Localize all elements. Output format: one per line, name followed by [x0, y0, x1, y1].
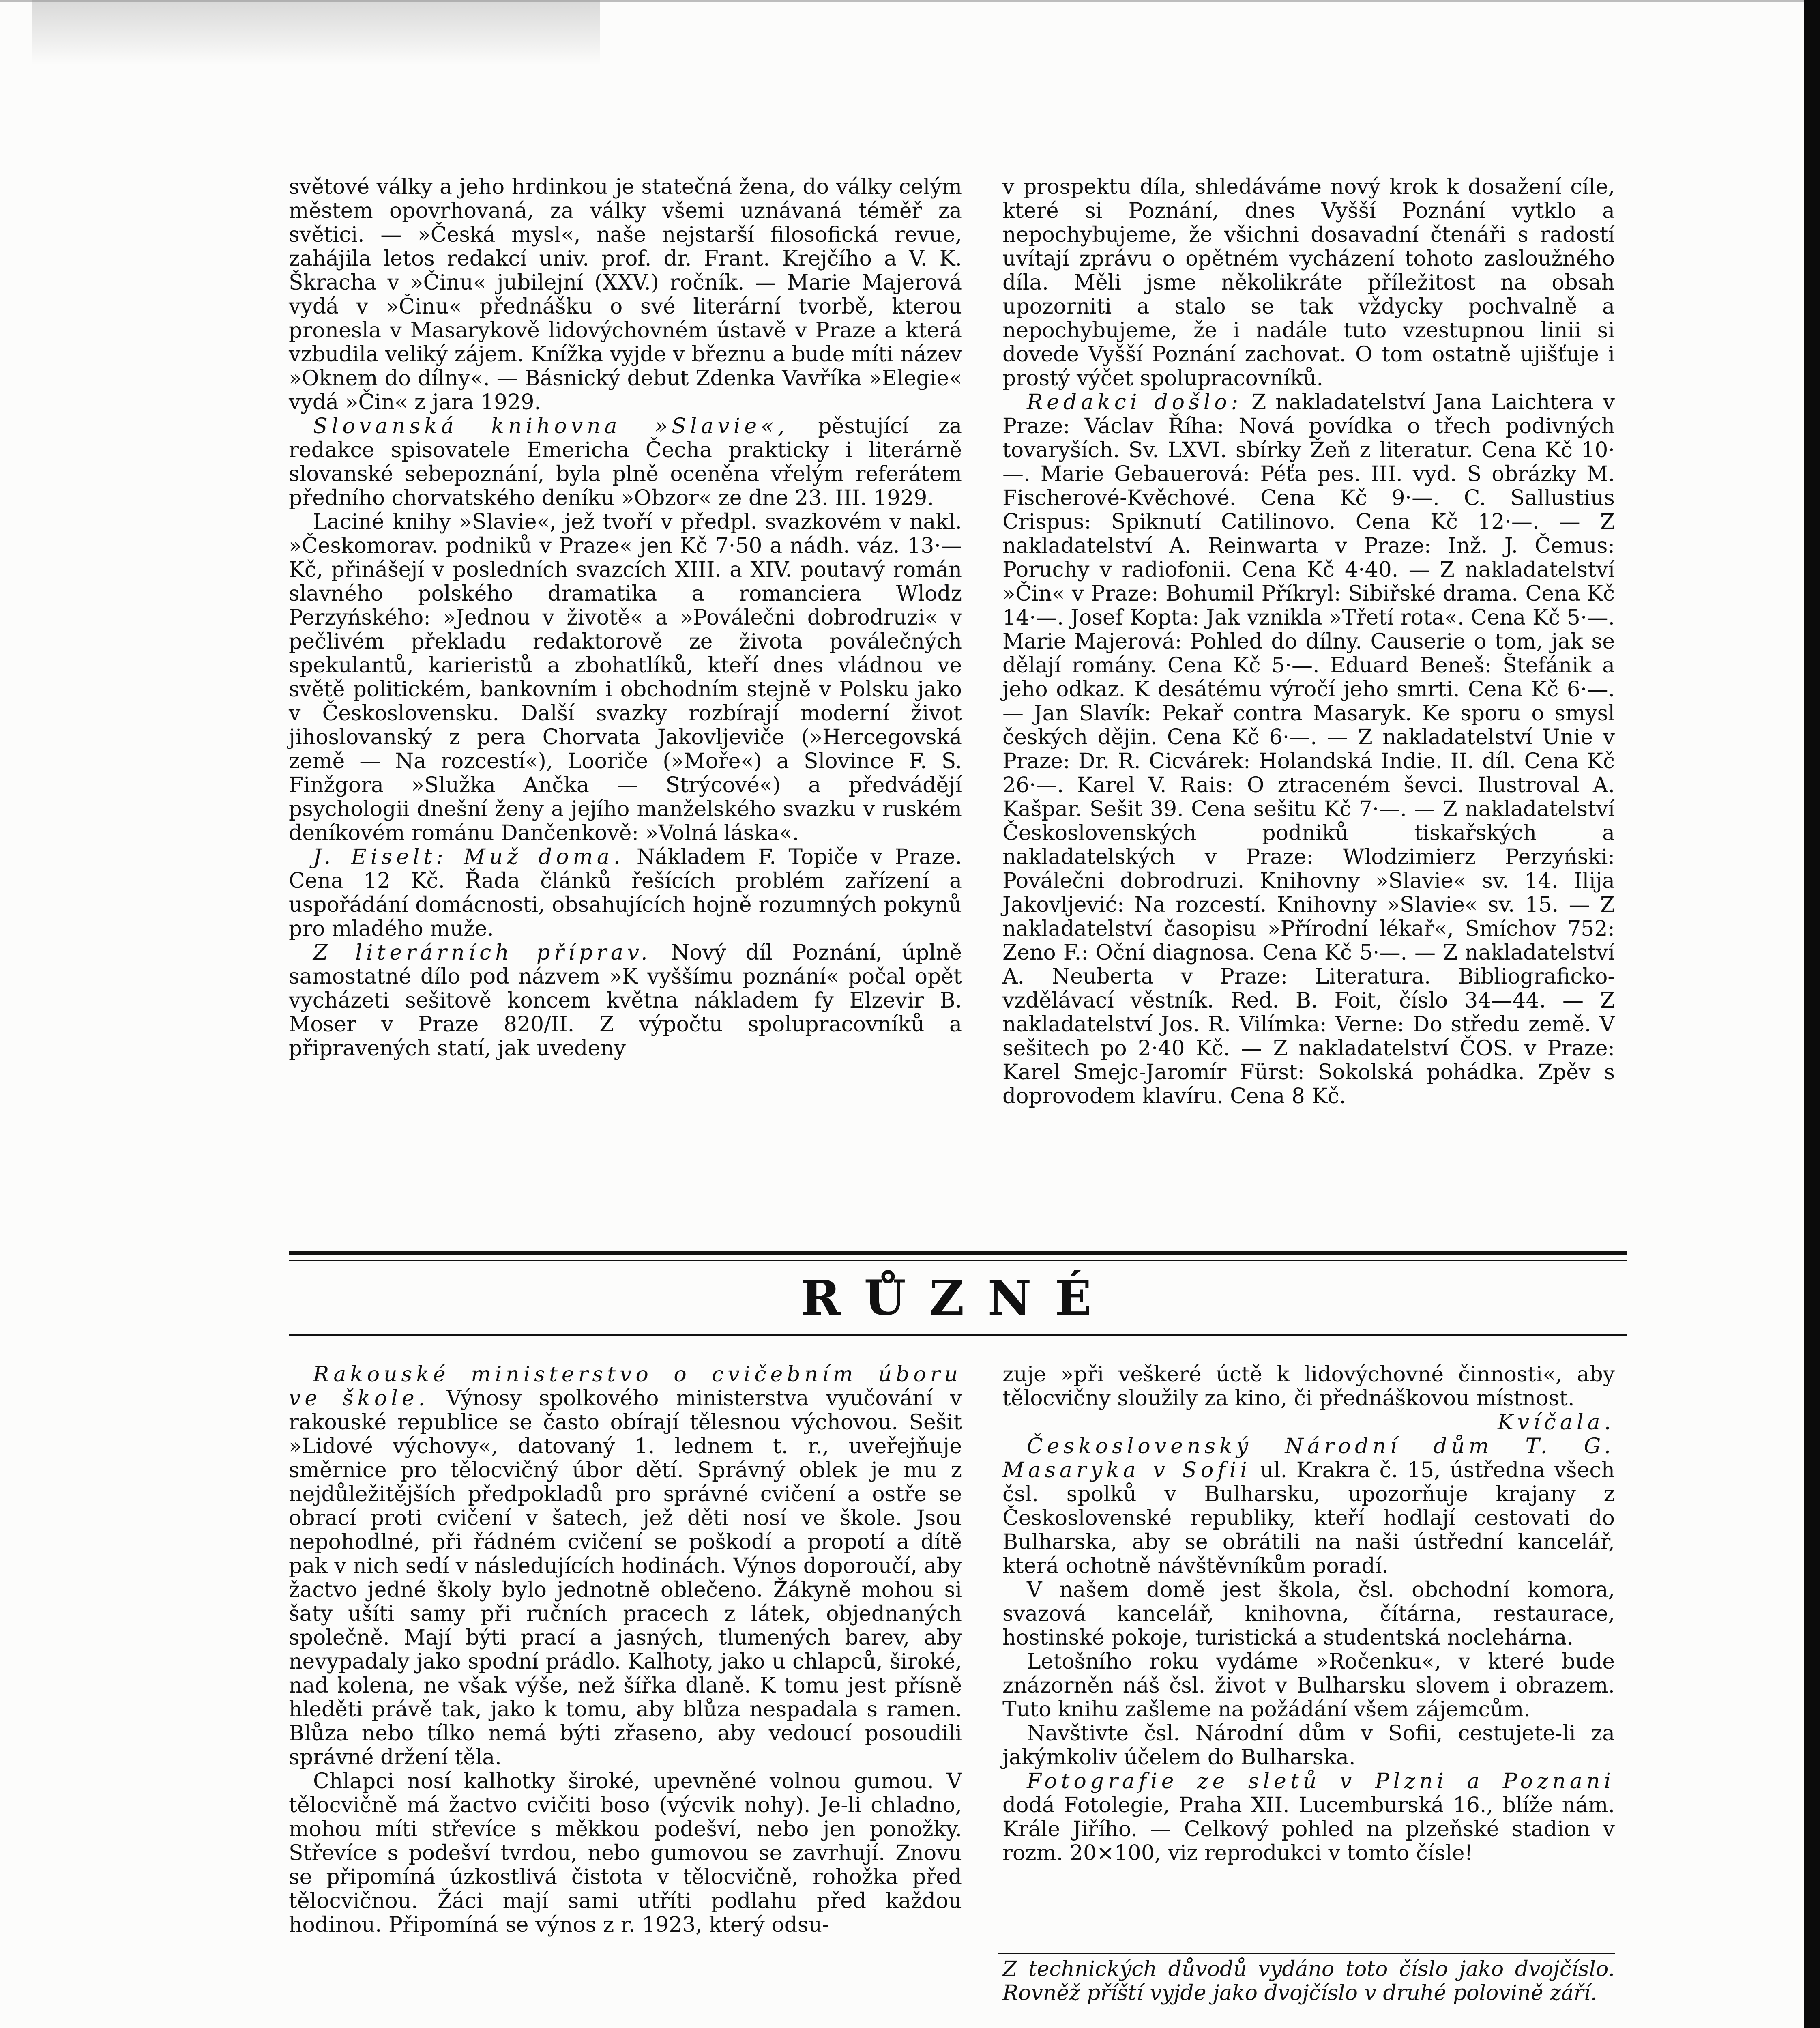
- paragraph: [1002, 1770, 1615, 1865]
- column-top-left: [289, 175, 962, 1061]
- paragraph-lead: Redakci došlo:: [1027, 390, 1243, 415]
- notice-rule: [998, 1953, 1615, 1954]
- paragraph: světové války a jeho hrdinkou je statečná žena, do války celým městem opovrhovaná, za války všemi uznávaná téměř za světici. — »Česká mysl«, naše nejstarší filosofická revue, zahájila letos redakcí univ. prof. dr. Frant. Krejčího a V. K. Škracha v »Činu« jubilejní (XXV.) ročník. — Marie Majerová vydá v »Činu« přednášku o své literární tvorbě, kterou pronesla v Masarykově lidovýchovném ústavě v Praze a která vzbudila veliký zájem. Knížka vyjde v březnu a bude míti název »Oknem do dílny«. — Básnický debut Zdenka Vavříka »Elegie« vydá »Čin« z jara 1929.: [289, 175, 962, 415]
- paragraph: [289, 845, 962, 941]
- paragraph: [1002, 391, 1615, 1109]
- paragraph: V našem domě jest škola, čsl. obchodní komora, svazová kancelář, knihovna, čítárna, restaurace, hostinské pokoje, turistická a studentská noclehárna.: [1002, 1578, 1615, 1650]
- paragraph-lead: Rakouské ministerstvo o cvičebním úboru ve škole.: [289, 1362, 962, 1411]
- column-bottom-left: [289, 1363, 962, 1937]
- paragraph-lead: Fotografie ze sletů v Plzni a Poznani: [1027, 1769, 1615, 1794]
- paragraph: [289, 415, 962, 510]
- paragraph-body: Z nakladatelství Jana Laichtera v Praze: Václav Říha: Nová povídka o třech podivných tovaryších. Sv. LXVI. sbírky Žeň z literatur. Cena Kč 10·—. Marie Gebauerová: Péťa pes. III. vyd. S obrázky M. Fischerové-Kvěchové. Cena Kč 9·—. C. Sallustius Crispus: Spiknutí Catilinovo. Cena Kč 12·—. — Z nakladatelství A. Reinwarta v Praze: Inž. J. Čemus: Poruchy v radiofonii. Cena Kč 4·40. — Z nakladatelství »Čin« v Praze: Bohumil Příkryl: Sibiřské drama. Cena Kč 14·—. Josef Kopta: Jak vznikla »Třetí rota«. Cena Kč 5·—. Marie Majerová: Pohled do dílny. Causerie o tom, jak se dělají romány. Cena Kč 5·—. Eduard Beneš: Štefánik a jeho odkaz. K desátému výročí jeho smrti. Cena Kč 6·—. — Jan Slavík: Pekař contra Masaryk. Ke sporu o smysl českých dějin. Cena Kč 6·—. — Z nakladatelství Unie v Praze: Dr. R. Cicvárek: Holandská Indie. II. díl. Cena Kč 26·—. Karel V. Rais: O ztraceném ševci. Ilustroval A. Kašpar. Sešit 39. Cena sešitu Kč 7·—. — Z nakladatelství Československých podniků tiskařských a nakladatelských v Praze: Wlodzimierz Perzyński: Poválečni dobrodruzi. Knihovny »Slavie« sv. 14. Ilija Jakovljević: Na rozcestí. Knihovny »Slavie« sv. 15. — Z nakladatelství časopisu »Přírodní lékař«, Smíchov 752: Zeno F.: Oční diagnosa. Cena Kč 5·—. — Z nakladatelství A. Neuberta v Praze: Literatura. Bibliograficko-vzdělávací věstník. Red. B. Foit, číslo 34—44. — Z nakladatelství Jos. R. Vilímka: Verne: Do středu země. V sešitech po 2·40 Kč. — Z nakladatelství ČOS. v Praze: Karel Smejc-Jaromír Fürst: Sokolská pohádka. Zpěv s doprovodem klavíru. Cena 8 Kč.: [1002, 390, 1615, 1109]
- paragraph-body: Nový díl Poznání, úplně samostatné dílo pod názvem »K vyššímu poznání« počal opět vycházeti sešitově koncem května nákladem fy Elzevir B. Moser v Praze 820/II. Z výpočtu spolupracovníků a připravených statí, jak uvedeny: [289, 941, 962, 1061]
- paragraph-body: dodá Fotolegie, Praha XII. Lucemburská 16., blíže nám. Krále Jiřího. — Celkový pohled na plzeňské stadion v rozm. 20×100, viz reprodukci v tomto čísle!: [1002, 1793, 1615, 1865]
- paragraph-lead: Slovanská knihovna »Slavie«,: [313, 414, 789, 438]
- section-rule-top: [289, 1251, 1627, 1255]
- signature: [1002, 1411, 1615, 1435]
- paragraph-body: ul. Krakra č. 15, ústředna všech čsl. spolků v Bulharsku, upozorňuje krajany z Československé republiky, kteří hodlají cestovati do Bulharska, aby se obrátili na naši ústřední kancelář, která ochotně návštěvníkům poradí.: [1002, 1458, 1615, 1578]
- paragraph: [289, 941, 962, 1061]
- paragraph: [1002, 1435, 1615, 1578]
- paragraph: v prospektu díla, shledáváme nový krok k dosažení cíle, které si Poznání, dnes Vyšší Poznání vytklo a nepochybujeme, že všichni dosavadní čtenáři s radostí uvítají zprávu o opětném vycházení tohoto zasloužného díla. Měli jsme několikráte příležitost na obsah upozorniti a stalo se tak vždycky pochvalně a nepochybujeme, že i nadále tuto vzestupnou linii si dovede Vyšší Poznání zachovat. O tom ostatně ujišťuje i prostý výčet spolupracovníků.: [1002, 175, 1615, 391]
- paragraph-lead: Z literárních příprav.: [313, 941, 652, 965]
- notice: Z technických důvodů vydáno toto číslo jako dvojčíslo. Rovněž příští vyjde jako dvojčíslo v druhé polovině září.: [1002, 1957, 1615, 2005]
- paragraph: zuje »při veškeré úctě k lidovýchovné činnosti«, aby tělocvičny sloužily za kino, či přednáškovou místnost.: [1002, 1362, 1615, 1411]
- paragraph-body: Nákladem F. Topiče v Praze. Cena 12 Kč. Řada článků řešících problém zařízení a uspořádání domácnosti, obsahujících hojně rozumných pokynů pro mladého muže.: [289, 845, 962, 941]
- paragraph: Navštivte čsl. Národní dům v Sofii, cestujete-li za jakýmkoliv účelem do Bulharska.: [1002, 1721, 1615, 1770]
- paragraph: [289, 1363, 962, 1770]
- signature-text: Kvíčala.: [1497, 1410, 1615, 1435]
- section-rule-top-thin: [289, 1260, 1627, 1261]
- column-top-right: [1002, 175, 1615, 1109]
- section-heading: RŮZNÉ: [801, 1270, 1115, 1326]
- scan-smudge: [32, 0, 600, 65]
- scan-edge-right: [1804, 0, 1820, 2028]
- paragraph: Letošního roku vydáme »Ročenku«, v které bude znázorněn náš čsl. život v Bulharsku slovem i obrazem. Tuto knihu zašleme na požádání všem zájemcům.: [1002, 1650, 1615, 1722]
- paragraph-body: pěstující za redakce spisovatele Emericha Čecha prakticky i literárně slovanské sebepoznání, byla plně oceněna vřelým referátem předního chorvatského deníku »Obzor« ze dne 23. III. 1929.: [289, 414, 962, 510]
- paragraph-body: Výnosy spolkového ministerstva vyučování v rakouské republice se často obírají tělesnou výchovou. Sešit »Lidové výchovy«, datovaný 1. lednem t. r., uveřejňuje směrnice pro tělocvičný úbor dětí. Správný oblek je mu z nejdůležitějších předpokladů pro správné cvičení a ostře se obrací proti cvičení v šatech, jež děti nosí ve škole. Jsou nepohodlné, při řádném cvičení se poškodí a propotí a dítě pak v nich sedí v následujících hodinách. Výnos doporoučí, aby žactvo jedné školy bylo jednotně oblečeno. Žákyně mohou si šaty ušíti samy při ručních pracech z látek, objednaných společně. Mají býti prací a jasných, tlumených barev, aby nevypadaly jako spodní prádlo. Kalhoty, jako u chlapců, široké, nad kolena, ne však výše, než šířka dlaně. K tomu jest přísně hleděti právě tak, jako k tomu, aby blůza nespadala s ramen. Blůza nebo tílko nemá býti zřaseno, aby vedoucí posoudili správné držení těla.: [289, 1386, 962, 1770]
- paragraph-lead: Československý Národní dům T. G. Masaryka v Sofii: [1002, 1434, 1615, 1482]
- paragraph: Laciné knihy »Slavie«, jež tvoří v předpl. svazkovém v nakl. »Českomorav. podniků v Praze« jen Kč 7·50 a nádh. váz. 13·— Kč, přinášejí v posledních svazcích XIII. a XIV. poutavý román slavného polského dramatika a romanciera Wlodz Perzyńského: »Jednou v životě« a »Poválečni dobrodruzi« v pečlivém překladu redaktorově ze života poválečných spekulantů, karieristů a zbohatlíků, kteří dnes vládnou ve světě politickém, bankovním i obchodním stejně v Polsku jako v Československu. Další svazky rozbírají moderní život jihoslovanský z pera Chorvata Jakovljeviče (»Hercegovská země — Na rozcestí«), Looriče (»Moře«) a Slovince F. S. Finžgora »Služka Ančka — Strýcové«) a předvádějí psychologii dnešní ženy a jejího manželského svazku v ruském deníkovém románu Dančenkově: »Volná láska«.: [289, 510, 962, 845]
- paragraph: Chlapci nosí kalhotky široké, upevněné volnou gumou. V tělocvičně má žactvo cvičiti boso (výcvik nohy). Je-li chladno, mohou míti střevíce s měkkou podešví, nebo jen ponožky. Střevíce s podešví tvrdou, nebo gumovou se zavrhují. Znovu se připomíná úzkostlivá čistota v tělocvičně, rohožka před tělocvičnou. Žáci mají sami utříti podlahu před každou hodinou. Připomíná se výnos z r. 1923, který odsu-: [289, 1769, 962, 1937]
- section-rule-bottom: [289, 1334, 1627, 1336]
- paragraph-lead: J. Eiselt: Muž doma.: [313, 845, 625, 869]
- column-bottom-right: [1002, 1363, 1615, 1865]
